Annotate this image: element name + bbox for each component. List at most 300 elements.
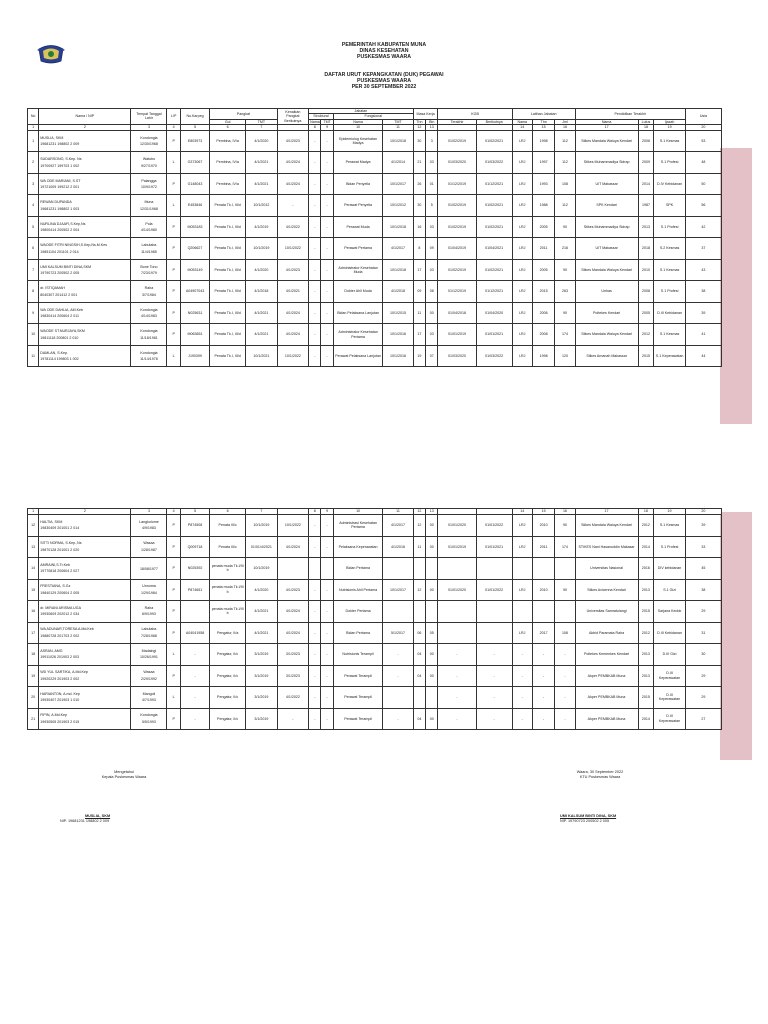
cell-stmt: -: [321, 515, 333, 537]
employee-name: FRESTIANA, S.Gz: [40, 584, 71, 589]
birth-date: 2/29/1992: [140, 676, 157, 681]
birth-date: 12/31/1968: [139, 206, 158, 211]
col-gol: Gol: [210, 119, 246, 124]
cell-bln: 00: [426, 579, 438, 601]
cell-ljml: [555, 601, 575, 623]
cell-ftmt: 5/1/2017: [383, 622, 413, 644]
employee-nip: 19830409 201001 2 014: [40, 526, 80, 531]
cell-karpeg: N025631: [180, 302, 209, 324]
cell-pangkat: Penata Tk.I, III/d: [210, 195, 246, 217]
cell-pangkat: Pembina, IV/a: [210, 173, 246, 195]
birth-place: Mangoli: [142, 691, 156, 696]
cell-pangkat: Pengatur, II/c: [210, 644, 246, 666]
cell-lulus: 2006: [638, 130, 654, 152]
cell-stmt: -: [321, 195, 333, 217]
cell-pangkat: Penata Tk.I, III/d: [210, 259, 246, 281]
col-lp: L/P: [167, 109, 180, 125]
cell-thn: [413, 601, 425, 623]
colnum: 7: [246, 509, 277, 515]
cell-no: 9: [28, 302, 39, 324]
cell-nama-nip: [39, 579, 131, 601]
birth-place: Langkolome: [139, 519, 159, 524]
col-nama: Nama / NIP: [39, 109, 131, 125]
cell-snama: -: [309, 195, 321, 217]
employee-nip: 19930609 202012 2 034: [40, 612, 80, 617]
cell-thn: 17: [413, 324, 425, 346]
cell-lnama: LRJ: [512, 302, 532, 324]
cell-fnama: Perawat Pelaksana Lanjutan: [333, 345, 382, 367]
cell-lulus: 2005: [638, 302, 654, 324]
cell-fnama: Bidan Pertama: [333, 558, 382, 580]
cell-kgb-terakhir: 01/04/2019: [438, 238, 476, 260]
cell-lp: P: [167, 281, 180, 303]
cell-pangkat-tmt: 01/01/4/2021: [246, 536, 277, 558]
cell-pangkat-tmt: 3/1/2019: [246, 687, 277, 709]
cell-stmt: -: [321, 601, 333, 623]
cell-usia: 33: [685, 536, 721, 558]
cell-ijazah: DIV kebidanan: [654, 558, 685, 580]
cell-fnama: Bidan Pelaksana Lanjutan: [333, 302, 382, 324]
table-row: [28, 579, 722, 601]
cell-karpeg: A04041958: [180, 622, 209, 644]
cell-pnama: Stikes Muhammadiya Sidrap: [575, 152, 638, 174]
cell-nama-nip: [39, 216, 131, 238]
cell-ttl: [131, 644, 167, 666]
left-sign-name: MUSLIA, SKM: [85, 814, 111, 818]
cell-ftmt: 4/1/2014: [383, 152, 413, 174]
cell-no: 3: [28, 173, 39, 195]
cell-snama: -: [309, 515, 321, 537]
col-pendidikan-nama: Nama: [575, 119, 638, 124]
cell-pangkat-tmt: 10/1/2021: [246, 345, 277, 367]
birth-place: Kondongia: [140, 307, 158, 312]
cell-ljml: 90: [555, 216, 575, 238]
cell-no: 21: [28, 708, 39, 730]
cell-ftmt: -: [383, 708, 413, 730]
cell-kgb-terakhir: 01/02/2019: [438, 130, 476, 152]
cell-ttl: [131, 324, 167, 346]
cell-snama: -: [309, 130, 321, 152]
cell-stmt: -: [321, 152, 333, 174]
cell-lp: P: [167, 579, 180, 601]
cell-ijazah: S.1 Gizi: [654, 579, 685, 601]
cell-pnama: Stikes Mandala Waluya Kendari: [575, 324, 638, 346]
cell-pangkat: penata muda Tk.I/III b: [210, 601, 246, 623]
cell-pangkat: Pengatur, II/a: [210, 622, 246, 644]
cell-usia: 56: [685, 195, 721, 217]
employee-name: AMRAINI,S.Tr.Keb: [40, 562, 71, 567]
cell-karpeg: M053183: [180, 216, 209, 238]
cell-lthn: 2005: [532, 259, 554, 281]
cell-snama: -: [309, 238, 321, 260]
cell-no: 1: [28, 130, 39, 152]
col-ttl: Tempat Tanggal Lahir: [131, 109, 167, 125]
colnum: 20: [685, 509, 721, 515]
cell-ftmt: [383, 601, 413, 623]
table-row: [28, 195, 722, 217]
cell-pangkat: Pembina, IV/a: [210, 130, 246, 152]
table-row: [28, 345, 722, 367]
birth-place: Pola: [145, 221, 153, 226]
table-row: [28, 152, 722, 174]
right-signatory: [560, 814, 680, 824]
cell-ttl: [131, 195, 167, 217]
cell-lthn: [532, 558, 554, 580]
cell-thn: [413, 687, 425, 709]
cell-ijazah: S.1 Profesi: [654, 216, 685, 238]
employee-nip: 19681231 198802 1 003: [40, 206, 80, 211]
cell-snama: -: [309, 644, 321, 666]
cell-bln: 03: [426, 216, 438, 238]
birth-place: Kondongia: [140, 713, 158, 718]
cell-pangkat-tmt: 4/1/2020: [246, 130, 277, 152]
cell-karpeg: G148043: [180, 173, 209, 195]
cell-kgb-terakhir: -: [438, 687, 476, 709]
cell-pangkat: Penata Tk.I, III/d: [210, 281, 246, 303]
colnum: 15: [532, 509, 554, 515]
cell-usia: 43: [685, 259, 721, 281]
cell-pangkat: Penata Tk.I, III/d: [210, 345, 246, 367]
colnum: 17: [575, 124, 638, 130]
employee-nip: 19930407 201903 1 010: [40, 698, 80, 703]
cell-usia: 31: [685, 622, 721, 644]
cell-ftmt: -: [383, 644, 413, 666]
cell-thn: 04: [413, 665, 425, 687]
cell-bln: 08: [426, 281, 438, 303]
employee-nip: 19721009 199212 2 001: [40, 185, 80, 190]
cell-no: 10: [28, 324, 39, 346]
cell-nama-nip: [39, 665, 131, 687]
cell-ftmt: 10/1/2018: [383, 259, 413, 281]
cell-pangkat-tmt: 4/1/2020: [246, 259, 277, 281]
col-ijazah: Ijazah: [654, 119, 685, 124]
cell-lthn: 2015: [532, 281, 554, 303]
col-kgb-terakhir: Terakhir: [438, 119, 476, 124]
birth-place: Kondongia: [140, 329, 158, 334]
colnum: 9: [321, 509, 333, 515]
side-shading-page2: [720, 512, 752, 760]
cell-lnama: LRJ: [512, 130, 532, 152]
cell-lp: P: [167, 302, 180, 324]
cell-pangkat-tmt: 3/1/2019: [246, 665, 277, 687]
cell-karpeg: -: [180, 644, 209, 666]
cell-stmt: -: [321, 644, 333, 666]
employee-nip: 19681231 198802 2 009: [40, 142, 80, 147]
cell-ftmt: 10/1/2016: [383, 345, 413, 367]
birth-place: Raha: [144, 605, 154, 610]
right-sign-title: KTU Puskesmas Waara: [579, 775, 621, 779]
birth-place: Labulaba: [141, 627, 157, 632]
cell-no: 19: [28, 665, 39, 687]
cell-lulus: 2012: [638, 324, 654, 346]
cell-ttl: [131, 558, 167, 580]
cell-lthn: 1997: [532, 152, 554, 174]
cell-lthn: 2008: [532, 324, 554, 346]
employee-name: dr. MIRANI ARISMA UGA: [40, 605, 81, 610]
cell-nama-nip: [39, 302, 131, 324]
colnum: 6: [210, 509, 246, 515]
cell-ftmt: 10/1/2017: [383, 173, 413, 195]
cell-kenaikan: 4/1/2022: [277, 687, 308, 709]
cell-snama: -: [309, 173, 321, 195]
employee-name: WA ODE DAHLIA, AM.Keb: [40, 307, 84, 312]
cell-pangkat-tmt: 10/1/2019: [246, 515, 277, 537]
cell-ijazah: D.III Gizi: [654, 644, 685, 666]
cell-pangkat-tmt: 10/1/2019: [246, 238, 277, 260]
cell-kenaikan: 4/1/2023: [277, 259, 308, 281]
cell-bln: 03: [426, 152, 438, 174]
cell-kgb-berikutnya: -: [476, 665, 512, 687]
cell-fnama: Perawat Penyelia: [333, 195, 382, 217]
cell-karpeg: M053149: [180, 259, 209, 281]
cell-lthn: 1998: [532, 345, 554, 367]
col-karpeg: No.Karpeg: [180, 109, 209, 125]
cell-lp: P: [167, 173, 180, 195]
birth-date: 11/4/1985: [141, 249, 157, 254]
employee-nip: 19790723 200502 2 005: [40, 271, 80, 276]
cell-stmt: -: [321, 302, 333, 324]
cell-kgb-terakhir: [438, 601, 476, 623]
cell-usia: 41: [685, 324, 721, 346]
cell-karpeg: A04907043: [180, 281, 209, 303]
cell-snama: -: [309, 687, 321, 709]
cell-lp: L: [167, 195, 180, 217]
cell-lulus: 2015: [638, 601, 654, 623]
col-fungsional-tmt: TMT: [383, 119, 413, 124]
cell-kgb-berikutnya: 01/04/2021: [476, 238, 512, 260]
cell-stmt: -: [321, 622, 333, 644]
cell-lp: L: [167, 152, 180, 174]
cell-ijazah: S.2 Kesmas: [654, 238, 685, 260]
cell-lulus: 2009: [638, 152, 654, 174]
cell-bln: 03: [426, 324, 438, 346]
cell-nama-nip: [39, 173, 131, 195]
birth-place: Unnuma: [142, 584, 156, 589]
cell-lulus: 2010: [638, 259, 654, 281]
cell-lthn: -: [532, 687, 554, 709]
birth-place: Watubo: [142, 157, 156, 162]
cell-snama: [309, 558, 321, 580]
cell-ijazah: S.1 Profesi: [654, 536, 685, 558]
colnum: 16: [555, 509, 575, 515]
cell-kgb-terakhir: [438, 558, 476, 580]
cell-ljml: 174: [555, 536, 575, 558]
cell-fnama: Nutrisionis Terampil: [333, 644, 382, 666]
colnum: 18: [638, 124, 654, 130]
employee-name: DAMLAN, S.Kep.: [40, 350, 68, 355]
cell-no: 16: [28, 601, 39, 623]
col-jabatan: Jabatan: [309, 109, 414, 114]
cell-thn: 04: [413, 644, 425, 666]
col-bln: Bln: [426, 119, 438, 124]
cell-lnama: LRJ: [512, 259, 532, 281]
employee-nip: 19880728 201703 2 002: [40, 633, 80, 638]
cell-lnama: -: [512, 665, 532, 687]
birth-date: 10/9/1972: [140, 185, 157, 190]
cell-fnama: Perawat Terampil: [333, 687, 382, 709]
cell-kgb-berikutnya: -: [476, 708, 512, 730]
cell-kenaikan: 4/1/2023: [277, 130, 308, 152]
cell-pnama: Akper PEMBKAB Muna: [575, 687, 638, 709]
cell-no: 8: [28, 281, 39, 303]
employee-name: REWAN DUPANDA: [40, 200, 72, 205]
cell-usia: 29: [685, 601, 721, 623]
cell-no: 18: [28, 644, 39, 666]
cell-ttl: [131, 281, 167, 303]
cell-lnama: LRJ: [512, 216, 532, 238]
cell-bln: 00: [426, 536, 438, 558]
cell-kgb-berikutnya: 01/12/2021: [476, 173, 512, 195]
cell-lulus: 2014: [638, 708, 654, 730]
cell-fnama: Administrator Kesehatan Muda: [333, 259, 382, 281]
cell-thn: 19: [413, 345, 425, 367]
table-row: [28, 324, 722, 346]
cell-nama-nip: [39, 622, 131, 644]
employee-nip: 19781114 199803 1 002: [40, 357, 79, 362]
birth-date: 4/14/1983: [140, 314, 157, 319]
cell-kgb-berikutnya: 01/02/2021: [476, 259, 512, 281]
cell-stmt: -: [321, 345, 333, 367]
employee-name: ASRAN, AMG: [40, 648, 63, 653]
cell-ttl: [131, 216, 167, 238]
cell-thn: 04: [413, 708, 425, 730]
cell-ljml: 174: [555, 324, 575, 346]
cell-ljml: 90: [555, 259, 575, 281]
cell-fnama: Administrasi Kesehatan Pertama: [333, 515, 382, 537]
cell-nama-nip: [39, 345, 131, 367]
cell-lnama: LRJ: [512, 195, 532, 217]
cell-usia: 29: [685, 687, 721, 709]
colnum: 1: [28, 124, 39, 130]
cell-fnama: Perawat Madya: [333, 152, 382, 174]
cell-kenaikan: 4/1/2024: [277, 302, 308, 324]
document-date: PER 30 SEPTEMBER 2022: [351, 84, 417, 90]
cell-nama-nip: [39, 687, 131, 709]
birth-date: 4/9/1983: [141, 526, 156, 531]
cell-bln: 00: [426, 665, 438, 687]
cell-pnama: Stikes Mandala Waluya Kendari: [575, 515, 638, 537]
colnum: 11: [383, 509, 413, 515]
birth-date: 12/30/1968: [139, 142, 158, 147]
employee-name: FIPIN, A.Md.Kep: [40, 713, 67, 718]
colnum: 2: [39, 509, 131, 515]
cell-fnama: Perawat Terampil: [333, 665, 382, 687]
cell-usia: 39: [685, 302, 721, 324]
col-struktural-tmt: TMT: [321, 119, 333, 124]
cell-thn: 26: [413, 173, 425, 195]
birth-date: 3/7/1984: [141, 292, 156, 297]
birth-date: 7/23/1979: [140, 271, 157, 276]
colnum: 2: [39, 124, 131, 130]
employee-nip: 19920229 201903 2 002: [40, 676, 80, 681]
cell-ljml: 120: [555, 345, 575, 367]
cell-pangkat: Penata Tk.I, III/d: [210, 216, 246, 238]
birth-date: 7/28/1988: [140, 633, 157, 638]
colnum: 13: [426, 509, 438, 515]
cell-nama-nip: [39, 708, 131, 730]
table-row: [28, 259, 722, 281]
birth-place: Raha: [144, 286, 154, 291]
cell-lp: P: [167, 515, 180, 537]
colnum: 17: [575, 509, 638, 515]
cell-usia: 44: [685, 345, 721, 367]
cell-lnama: LRJ: [512, 238, 532, 260]
cell-kgb-terakhir: 01/01/2020: [438, 515, 476, 537]
cell-kgb-terakhir: -: [438, 644, 476, 666]
cell-kgb-terakhir: 01/01/2020: [438, 579, 476, 601]
left-signature-block: [84, 770, 164, 780]
cell-kgb-terakhir: [438, 622, 476, 644]
employee-nip: 19830414 200604 2 011: [40, 314, 79, 319]
cell-bln: [426, 687, 438, 709]
colnum: 3: [131, 509, 167, 515]
cell-lthn: 2010: [532, 579, 554, 601]
cell-no: 11: [28, 345, 39, 367]
cell-pangkat: Penata III/c: [210, 536, 246, 558]
cell-lnama: -: [512, 644, 532, 666]
cell-ljml: 112: [555, 130, 575, 152]
cell-lthn: 2017: [532, 622, 554, 644]
birth-date: 5/5/1993: [141, 719, 156, 724]
left-signatory: [60, 814, 160, 824]
cell-lp: P: [167, 259, 180, 281]
birth-place: Muna: [144, 200, 154, 205]
cell-karpeg: -: [180, 687, 209, 709]
cell-ttl: [131, 302, 167, 324]
cell-thn: 30: [413, 195, 425, 217]
birth-place: Palangga: [141, 178, 157, 183]
cell-lthn: [532, 601, 554, 623]
employee-nip: 19800414 200502 2 004: [40, 228, 80, 233]
cell-lthn: 1988: [532, 195, 554, 217]
cell-kgb-berikutnya: 01/01/2021: [476, 536, 512, 558]
cell-usia: 53: [685, 130, 721, 152]
cell-no: 2: [28, 152, 39, 174]
cell-lthn: 2011: [532, 238, 554, 260]
cell-stmt: -: [321, 579, 333, 601]
cell-kgb-terakhir: 01/04/2018: [438, 302, 476, 324]
cell-lulus: 2013: [638, 216, 654, 238]
cell-kgb-berikutnya: 01/01/2022: [476, 515, 512, 537]
col-struktural-nama: Nama: [310, 119, 320, 124]
cell-nama-nip: [39, 324, 131, 346]
cell-pangkat-tmt: 4/1/2021: [246, 324, 277, 346]
left-sign-nip: NIP. 19681231 198802 2 009: [60, 819, 110, 823]
cell-lnama: LRJ: [512, 515, 532, 537]
cell-lnama: [512, 558, 532, 580]
cell-no: 12: [28, 515, 39, 537]
cell-kgb-berikutnya: -: [476, 644, 512, 666]
cell-pangkat: Pengatur, II/c: [210, 708, 246, 730]
colnum: 5: [180, 124, 209, 130]
cell-kenaikan: 10/1/2022: [277, 345, 308, 367]
birth-place: Wasaa: [143, 670, 155, 675]
cell-lulus: 2012: [638, 515, 654, 537]
cell-pnama: Poltekes Kendari: [575, 302, 638, 324]
cell-bln: 09: [426, 238, 438, 260]
employee-name: MUSLIA, SKM: [40, 135, 64, 140]
cell-lp: P: [167, 130, 180, 152]
document-header: [0, 42, 768, 60]
cell-karpeg: Q009718: [180, 536, 209, 558]
cell-lnama: LRJ: [512, 281, 532, 303]
cell-stmt: -: [321, 173, 333, 195]
cell-stmt: -: [321, 687, 333, 709]
table-row: [28, 302, 722, 324]
cell-pnama: Stikes Avicenna Kendari: [575, 579, 638, 601]
cell-kenaikan: 4/1/2024: [277, 601, 308, 623]
cell-ttl: [131, 708, 167, 730]
